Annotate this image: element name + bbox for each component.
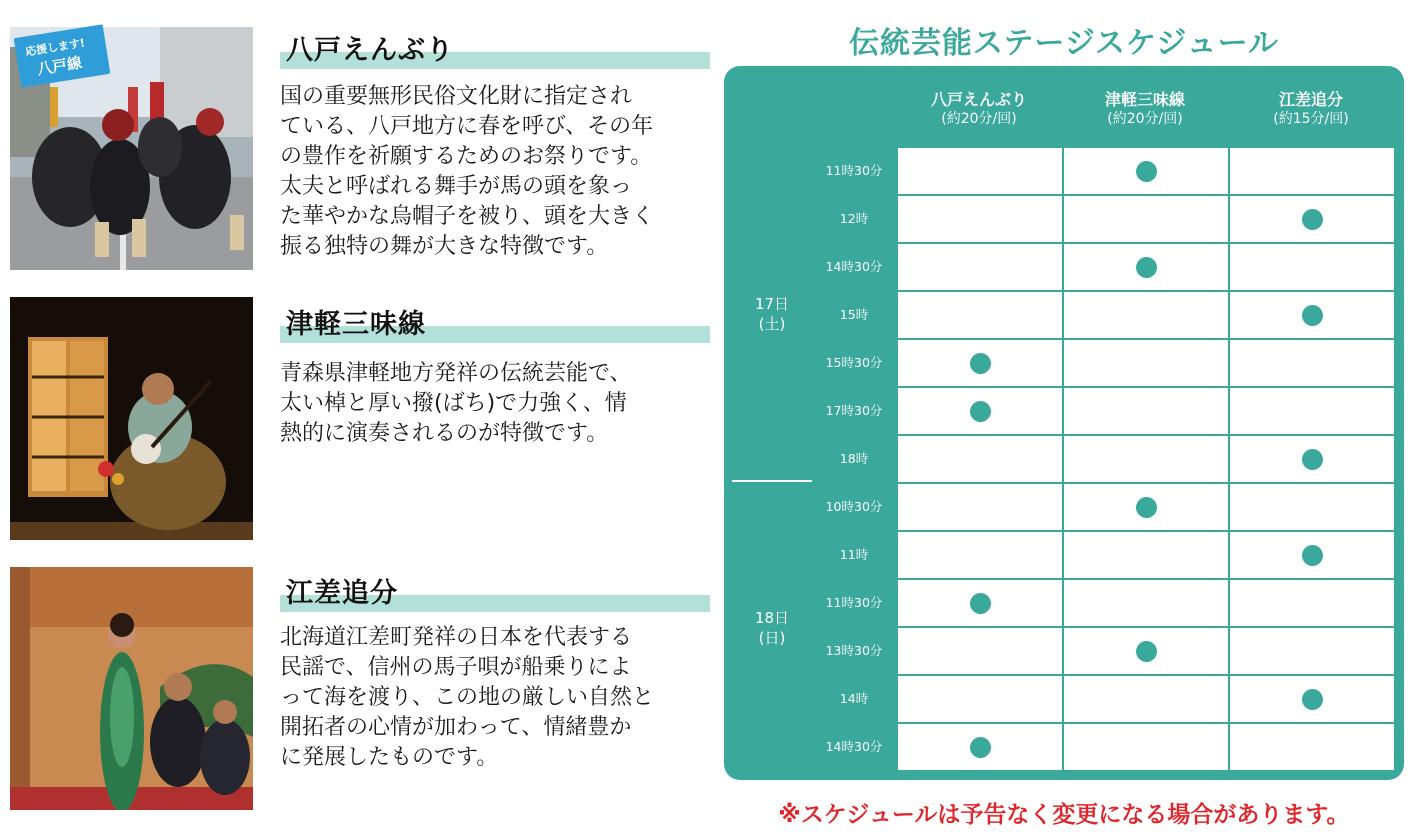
schedule-cell xyxy=(1230,484,1394,530)
schedule-row xyxy=(812,147,1396,195)
esashi-heading: 江差追分 xyxy=(280,572,710,612)
time-label: 15時 xyxy=(839,307,869,322)
schedule-title: 伝統芸能ステージスケジュール xyxy=(848,26,1280,61)
schedule-cell xyxy=(1064,196,1228,242)
schedule-cell xyxy=(898,532,1062,578)
schedule-dot-icon xyxy=(1302,305,1323,326)
schedule-cell xyxy=(1230,532,1394,578)
column-header-enburi: 八戸えんぶり (約20分/回) xyxy=(930,90,1027,127)
schedule-cell xyxy=(898,484,1062,530)
schedule-dot-icon xyxy=(1302,449,1323,470)
schedule-row xyxy=(812,723,1396,771)
schedule-cell xyxy=(898,724,1062,770)
schedule-cell xyxy=(1064,484,1228,530)
schedule-dot-icon xyxy=(970,593,991,614)
esashi-oiwake-photo xyxy=(10,567,253,810)
schedule-cell xyxy=(1064,436,1228,482)
schedule-cell xyxy=(1230,244,1394,290)
schedule-cell xyxy=(1064,580,1228,626)
schedule-panel xyxy=(724,66,1404,780)
schedule-cell xyxy=(898,292,1062,338)
time-label: 10時30分 xyxy=(825,499,883,514)
day-divider xyxy=(732,480,812,482)
schedule-cell xyxy=(898,676,1062,722)
schedule-dot-icon xyxy=(1136,257,1157,278)
schedule-cell xyxy=(1064,244,1228,290)
schedule-dot-icon xyxy=(1136,161,1157,182)
schedule-cell xyxy=(1064,292,1228,338)
time-label: 13時30分 xyxy=(825,643,883,658)
schedule-cell xyxy=(1230,628,1394,674)
time-label: 11時 xyxy=(839,547,869,562)
schedule-dot-icon xyxy=(1136,497,1157,518)
schedule-row xyxy=(812,243,1396,291)
schedule-dot-icon xyxy=(970,401,991,422)
schedule-row xyxy=(812,291,1396,339)
time-label: 18時 xyxy=(839,451,869,466)
schedule-cell xyxy=(1064,676,1228,722)
schedule-cell xyxy=(898,388,1062,434)
schedule-row xyxy=(812,435,1396,483)
schedule-cell xyxy=(1230,676,1394,722)
time-label: 11時30分 xyxy=(825,595,883,610)
schedule-cell xyxy=(1230,724,1394,770)
schedule-dot-icon xyxy=(1302,209,1323,230)
column-header-esashi: 江差追分 (約15分/回) xyxy=(1273,90,1349,127)
schedule-cell xyxy=(1230,580,1394,626)
time-label: 14時30分 xyxy=(825,259,883,274)
schedule-cell xyxy=(898,436,1062,482)
schedule-cell xyxy=(1230,196,1394,242)
schedule-cell xyxy=(1230,388,1394,434)
schedule-dot-icon xyxy=(970,737,991,758)
schedule-row xyxy=(812,339,1396,387)
time-label: 15時30分 xyxy=(825,355,883,370)
enburi-description: 国の重要無形民俗文化財に指定され ている、八戸地方に春を呼び、その年 の豊作を祈願するためのお祭りです。 太夫と呼ばれる舞手が馬の頭を象っ た華やかな烏帽子を被り、頭を大きく 振る独特の舞が大きな特徴です。 xyxy=(280,84,655,259)
section-shamisen xyxy=(10,297,710,542)
section-esashi xyxy=(10,567,710,812)
schedule-change-note: ※スケジュールは予告なく変更になる場合があります。 xyxy=(778,802,1350,828)
column-header-shamisen: 津軽三味線 (約20分/回) xyxy=(1104,90,1185,127)
schedule-row xyxy=(812,387,1396,435)
schedule-row xyxy=(812,483,1396,531)
time-label: 11時30分 xyxy=(825,163,883,178)
schedule-dot-icon xyxy=(1302,689,1323,710)
schedule-cell xyxy=(1064,388,1228,434)
schedule-cell xyxy=(1064,532,1228,578)
schedule-row xyxy=(812,627,1396,675)
schedule-cell xyxy=(1230,292,1394,338)
schedule-cell xyxy=(1064,628,1228,674)
schedule-cell xyxy=(898,196,1062,242)
day-label-17: 17日 (土) xyxy=(754,295,790,333)
day-label-18: 18日 (日) xyxy=(754,609,790,647)
time-label: 14時30分 xyxy=(825,739,883,754)
schedule-cell xyxy=(1230,436,1394,482)
schedule-cell xyxy=(898,580,1062,626)
schedule-cell xyxy=(898,244,1062,290)
schedule-cell xyxy=(898,340,1062,386)
schedule-row xyxy=(812,579,1396,627)
schedule-cell xyxy=(898,628,1062,674)
section-enburi xyxy=(10,27,710,272)
schedule-cell xyxy=(1064,340,1228,386)
schedule-cell xyxy=(1064,148,1228,194)
hachinohe-line-badge: 応援します! 八戸線 xyxy=(17,31,107,81)
schedule-cell xyxy=(1230,148,1394,194)
schedule-dot-icon xyxy=(1302,545,1323,566)
esashi-description: 北海道江差町発祥の日本を代表する 民謡で、信州の馬子唄が船乗りによ って海を渡り、この地の厳しい自然と 開拓者の心情が加わって、情緒豊か に発展したものです。 xyxy=(280,625,655,770)
schedule-dot-icon xyxy=(970,353,991,374)
schedule-cell xyxy=(898,148,1062,194)
schedule-cell xyxy=(1230,340,1394,386)
time-label: 12時 xyxy=(839,211,869,226)
time-label: 14時 xyxy=(839,691,869,706)
schedule-row xyxy=(812,195,1396,243)
schedule-cell xyxy=(1064,724,1228,770)
shamisen-player-photo xyxy=(10,297,253,540)
schedule-dot-icon xyxy=(1136,641,1157,662)
enburi-heading: 八戸えんぶり xyxy=(280,29,710,69)
shamisen-description: 青森県津軽地方発祥の伝統芸能で、 太い棹と厚い撥(ばち)で力強く、情 熱的に演奏されるのが特徴です。 xyxy=(280,361,632,446)
schedule-row xyxy=(812,531,1396,579)
time-label: 17時30分 xyxy=(825,403,883,418)
schedule-row xyxy=(812,675,1396,723)
shamisen-heading: 津軽三味線 xyxy=(280,303,710,343)
